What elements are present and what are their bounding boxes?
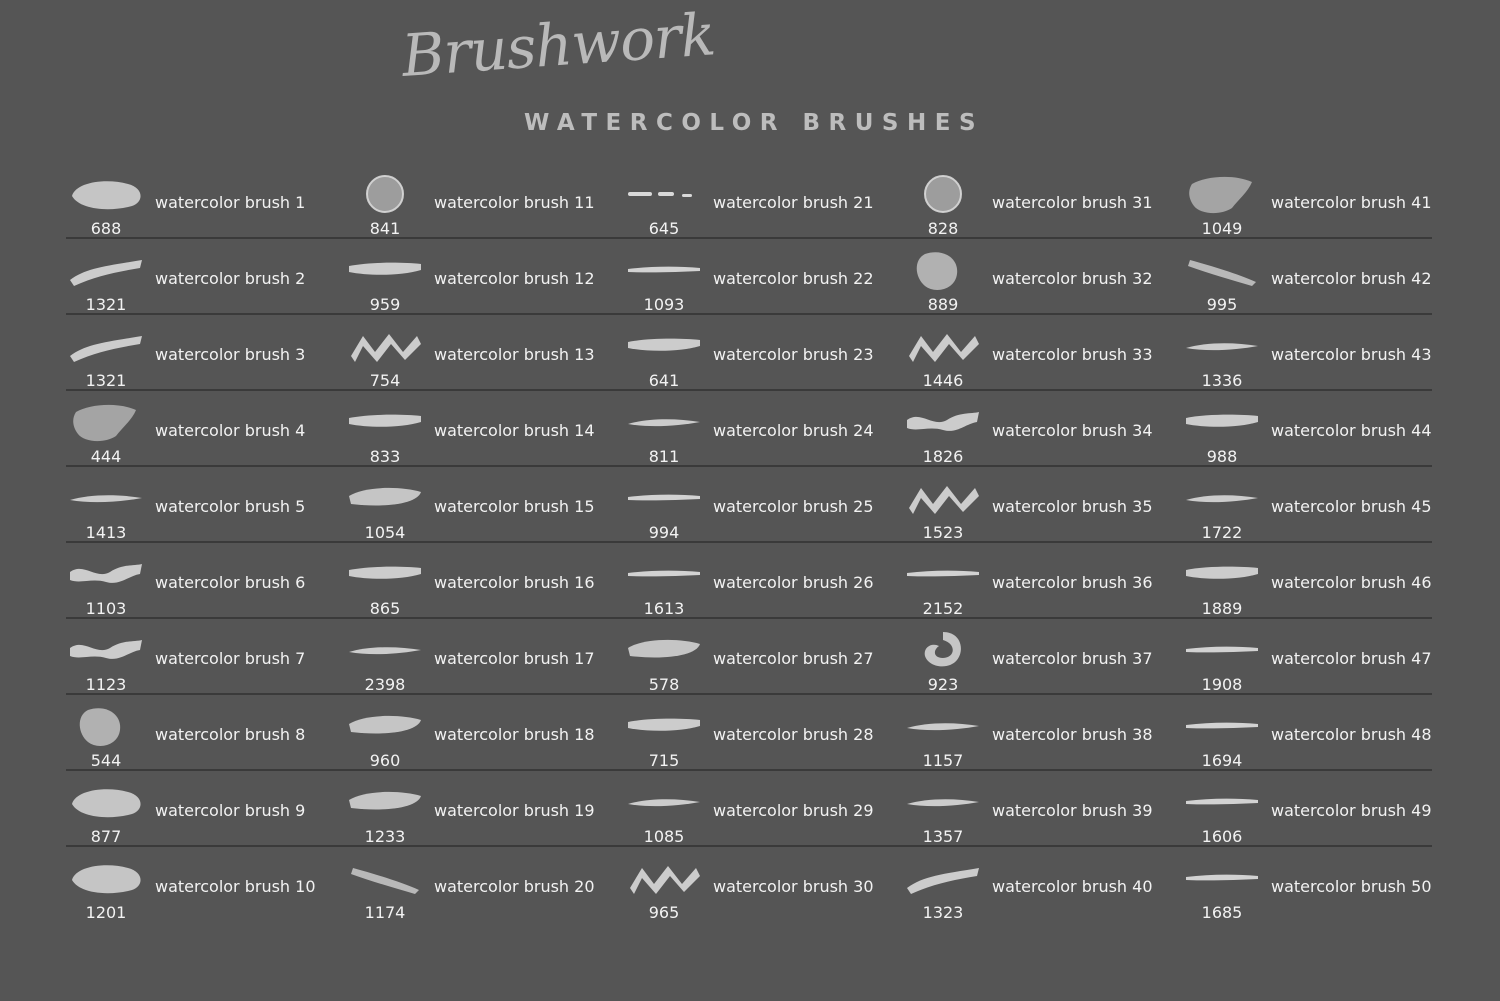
brush-size: 828 <box>927 219 959 238</box>
brush-name: watercolor brush 34 <box>992 421 1153 440</box>
brush-item[interactable] <box>624 618 903 694</box>
brush-size: 960 <box>369 751 401 770</box>
brush-name: watercolor brush 39 <box>992 801 1153 820</box>
brush-size: 959 <box>369 295 401 314</box>
script-title: Brushwork <box>399 0 717 90</box>
brush-size: 1054 <box>364 523 406 542</box>
brush-name: watercolor brush 44 <box>1271 421 1432 440</box>
brush-preview-icon <box>903 246 983 294</box>
brush-preview-icon <box>903 626 983 674</box>
header <box>0 0 1500 150</box>
brush-size: 1323 <box>922 903 964 922</box>
brush-item[interactable] <box>624 846 903 922</box>
brush-item[interactable] <box>345 314 624 390</box>
brush-name: watercolor brush 20 <box>434 877 595 896</box>
brush-size: 544 <box>90 751 122 770</box>
brush-name: watercolor brush 10 <box>155 877 316 896</box>
brush-preview-icon <box>1182 246 1262 294</box>
brush-item[interactable] <box>66 390 345 466</box>
brush-name: watercolor brush 36 <box>992 573 1153 592</box>
brush-item[interactable] <box>345 390 624 466</box>
brush-name: watercolor brush 30 <box>713 877 874 896</box>
brush-size: 1889 <box>1201 599 1243 618</box>
brush-preview-icon <box>624 626 704 674</box>
subtitle: WATERCOLOR BRUSHES <box>524 110 985 136</box>
brush-name: watercolor brush 40 <box>992 877 1153 896</box>
brush-item[interactable] <box>66 694 345 770</box>
brush-name: watercolor brush 38 <box>992 725 1153 744</box>
brush-size: 578 <box>648 675 680 694</box>
brush-preview-icon <box>903 854 983 902</box>
brush-preview-icon <box>345 702 425 750</box>
brush-item[interactable] <box>1182 542 1461 618</box>
brush-preview-icon <box>345 854 425 902</box>
brush-item[interactable] <box>903 694 1182 770</box>
brush-item[interactable] <box>903 314 1182 390</box>
brush-preview-icon <box>66 474 146 522</box>
brush-item[interactable] <box>345 238 624 314</box>
brush-item[interactable] <box>624 770 903 846</box>
brush-item[interactable] <box>66 770 345 846</box>
brush-size: 1157 <box>922 751 964 770</box>
brush-item[interactable] <box>624 694 903 770</box>
brush-size: 811 <box>648 447 680 466</box>
brush-name: watercolor brush 4 <box>155 421 306 440</box>
brush-item[interactable] <box>624 542 903 618</box>
brush-size: 1103 <box>85 599 127 618</box>
brush-name: watercolor brush 9 <box>155 801 306 820</box>
brush-size: 1722 <box>1201 523 1243 542</box>
brush-preview-icon <box>624 246 704 294</box>
brush-preview-icon <box>624 702 704 750</box>
brush-size: 994 <box>648 523 680 542</box>
brush-size: 1606 <box>1201 827 1243 846</box>
brush-preview-icon <box>624 550 704 598</box>
brush-size: 1685 <box>1201 903 1243 922</box>
brush-size: 2152 <box>922 599 964 618</box>
brush-name: watercolor brush 42 <box>1271 269 1432 288</box>
brush-item[interactable] <box>66 542 345 618</box>
brush-preview-icon <box>1182 854 1262 902</box>
brush-preview-icon <box>903 474 983 522</box>
brush-name: watercolor brush 27 <box>713 649 874 668</box>
brush-preview-icon <box>66 322 146 370</box>
brush-preview-icon <box>66 626 146 674</box>
brush-size: 995 <box>1206 295 1238 314</box>
brush-item[interactable] <box>1182 694 1461 770</box>
brush-item[interactable] <box>66 314 345 390</box>
brush-size: 688 <box>90 219 122 238</box>
brush-size: 1174 <box>364 903 406 922</box>
brush-size: 1321 <box>85 371 127 390</box>
brush-size: 1446 <box>922 371 964 390</box>
brush-preview-icon <box>345 398 425 446</box>
brush-name: watercolor brush 47 <box>1271 649 1432 668</box>
brush-name: watercolor brush 15 <box>434 497 595 516</box>
brush-name: watercolor brush 24 <box>713 421 874 440</box>
brush-name: watercolor brush 6 <box>155 573 306 592</box>
brush-name: watercolor brush 32 <box>992 269 1153 288</box>
brush-size: 754 <box>369 371 401 390</box>
brush-preview-icon <box>1182 474 1262 522</box>
brush-item[interactable] <box>345 770 624 846</box>
brush-preview-icon <box>624 854 704 902</box>
brush-name: watercolor brush 35 <box>992 497 1153 516</box>
brush-name: watercolor brush 8 <box>155 725 306 744</box>
brush-item[interactable] <box>903 390 1182 466</box>
brush-item[interactable] <box>1182 238 1461 314</box>
brush-name: watercolor brush 43 <box>1271 345 1432 364</box>
brush-preview-icon <box>66 246 146 294</box>
brush-size: 645 <box>648 219 680 238</box>
brush-item[interactable] <box>66 618 345 694</box>
brush-preview-icon <box>66 398 146 446</box>
brush-preview-icon <box>345 474 425 522</box>
brush-preview-icon <box>345 626 425 674</box>
brush-preview-icon <box>345 550 425 598</box>
brush-name: watercolor brush 26 <box>713 573 874 592</box>
brush-preview-icon <box>624 778 704 826</box>
brush-name: watercolor brush 11 <box>434 193 595 212</box>
brush-name: watercolor brush 48 <box>1271 725 1432 744</box>
brush-size: 1336 <box>1201 371 1243 390</box>
brush-size: 988 <box>1206 447 1238 466</box>
brush-grid <box>66 162 1432 922</box>
brush-name: watercolor brush 7 <box>155 649 306 668</box>
brush-name: watercolor brush 14 <box>434 421 595 440</box>
brush-item[interactable] <box>903 542 1182 618</box>
brush-preview-icon <box>66 170 146 218</box>
brush-preview-icon <box>624 398 704 446</box>
brush-preview-icon <box>345 322 425 370</box>
brush-preview-icon <box>903 778 983 826</box>
brush-item[interactable] <box>903 846 1182 922</box>
brush-preview-icon <box>1182 702 1262 750</box>
brush-item[interactable] <box>903 162 1182 238</box>
brush-preview-icon <box>1182 170 1262 218</box>
brush-item[interactable] <box>624 390 903 466</box>
brush-name: watercolor brush 16 <box>434 573 595 592</box>
brush-item[interactable] <box>1182 162 1461 238</box>
brush-item[interactable] <box>345 162 624 238</box>
brush-size: 1321 <box>85 295 127 314</box>
brush-item[interactable] <box>345 466 624 542</box>
brush-name: watercolor brush 22 <box>713 269 874 288</box>
brush-name: watercolor brush 25 <box>713 497 874 516</box>
brush-name: watercolor brush 23 <box>713 345 874 364</box>
brush-item[interactable] <box>1182 618 1461 694</box>
brush-size: 1085 <box>643 827 685 846</box>
brush-item[interactable] <box>903 770 1182 846</box>
brush-size: 923 <box>927 675 959 694</box>
brush-name: watercolor brush 2 <box>155 269 306 288</box>
brush-preview-icon <box>624 170 704 218</box>
brush-preview-icon <box>66 778 146 826</box>
brush-size: 2398 <box>364 675 406 694</box>
brush-preview-icon <box>903 398 983 446</box>
brush-name: watercolor brush 46 <box>1271 573 1432 592</box>
brush-name: watercolor brush 19 <box>434 801 595 820</box>
brush-preview-icon <box>903 322 983 370</box>
brush-item[interactable] <box>624 238 903 314</box>
brush-size: 1413 <box>85 523 127 542</box>
brush-item[interactable] <box>903 466 1182 542</box>
brush-item[interactable] <box>624 162 903 238</box>
brush-item[interactable] <box>624 314 903 390</box>
brush-name: watercolor brush 33 <box>992 345 1153 364</box>
brush-size: 1233 <box>364 827 406 846</box>
brush-preview-icon <box>345 778 425 826</box>
brush-name: watercolor brush 21 <box>713 193 874 212</box>
brush-size: 1093 <box>643 295 685 314</box>
brush-name: watercolor brush 3 <box>155 345 306 364</box>
brush-size: 1613 <box>643 599 685 618</box>
brush-name: watercolor brush 28 <box>713 725 874 744</box>
brush-item[interactable] <box>1182 390 1461 466</box>
brush-size: 1123 <box>85 675 127 694</box>
brush-name: watercolor brush 45 <box>1271 497 1432 516</box>
brush-item[interactable] <box>624 466 903 542</box>
brush-size: 444 <box>90 447 122 466</box>
brush-size: 1694 <box>1201 751 1243 770</box>
brush-size: 841 <box>369 219 401 238</box>
brush-size: 1201 <box>85 903 127 922</box>
brush-size: 1908 <box>1201 675 1243 694</box>
brush-item[interactable] <box>1182 846 1461 922</box>
brush-item[interactable] <box>345 694 624 770</box>
brush-name: watercolor brush 41 <box>1271 193 1432 212</box>
brush-preview-icon <box>345 246 425 294</box>
brush-preview-icon <box>1182 778 1262 826</box>
brush-size: 877 <box>90 827 122 846</box>
brush-preview-icon <box>1182 550 1262 598</box>
brush-preview-icon <box>903 702 983 750</box>
brush-preview-icon <box>345 170 425 218</box>
brush-name: watercolor brush 29 <box>713 801 874 820</box>
brush-name: watercolor brush 1 <box>155 193 306 212</box>
brush-name: watercolor brush 31 <box>992 193 1153 212</box>
brush-name: watercolor brush 50 <box>1271 877 1432 896</box>
brush-preview-icon <box>1182 322 1262 370</box>
brush-preview-icon <box>1182 398 1262 446</box>
brush-size: 1357 <box>922 827 964 846</box>
brush-item[interactable] <box>1182 314 1461 390</box>
brush-item[interactable] <box>903 238 1182 314</box>
brush-size: 865 <box>369 599 401 618</box>
brush-name: watercolor brush 18 <box>434 725 595 744</box>
brush-item[interactable] <box>66 162 345 238</box>
brush-item[interactable] <box>66 466 345 542</box>
brush-size: 1523 <box>922 523 964 542</box>
brush-item[interactable] <box>66 846 345 922</box>
brush-preview-icon <box>66 702 146 750</box>
brush-item[interactable] <box>345 618 624 694</box>
brush-name: watercolor brush 13 <box>434 345 595 364</box>
brush-size: 889 <box>927 295 959 314</box>
brush-preview-icon <box>66 550 146 598</box>
brush-size: 1049 <box>1201 219 1243 238</box>
brush-name: watercolor brush 49 <box>1271 801 1432 820</box>
brush-size: 1826 <box>922 447 964 466</box>
brush-name: watercolor brush 5 <box>155 497 306 516</box>
brush-size: 833 <box>369 447 401 466</box>
brush-preview-icon <box>624 474 704 522</box>
brush-size: 641 <box>648 371 680 390</box>
brush-item[interactable] <box>903 618 1182 694</box>
brush-size: 965 <box>648 903 680 922</box>
brush-item[interactable] <box>1182 770 1461 846</box>
brush-item[interactable] <box>1182 466 1461 542</box>
brush-preview-icon <box>624 322 704 370</box>
brush-item[interactable] <box>345 542 624 618</box>
brush-name: watercolor brush 17 <box>434 649 595 668</box>
brush-preview-icon <box>903 550 983 598</box>
brush-item[interactable] <box>345 846 624 922</box>
brush-item[interactable] <box>66 238 345 314</box>
brush-size: 715 <box>648 751 680 770</box>
brush-name: watercolor brush 37 <box>992 649 1153 668</box>
brush-preview-icon <box>903 170 983 218</box>
brush-name: watercolor brush 12 <box>434 269 595 288</box>
brush-preview-icon <box>1182 626 1262 674</box>
brush-preview-icon <box>66 854 146 902</box>
